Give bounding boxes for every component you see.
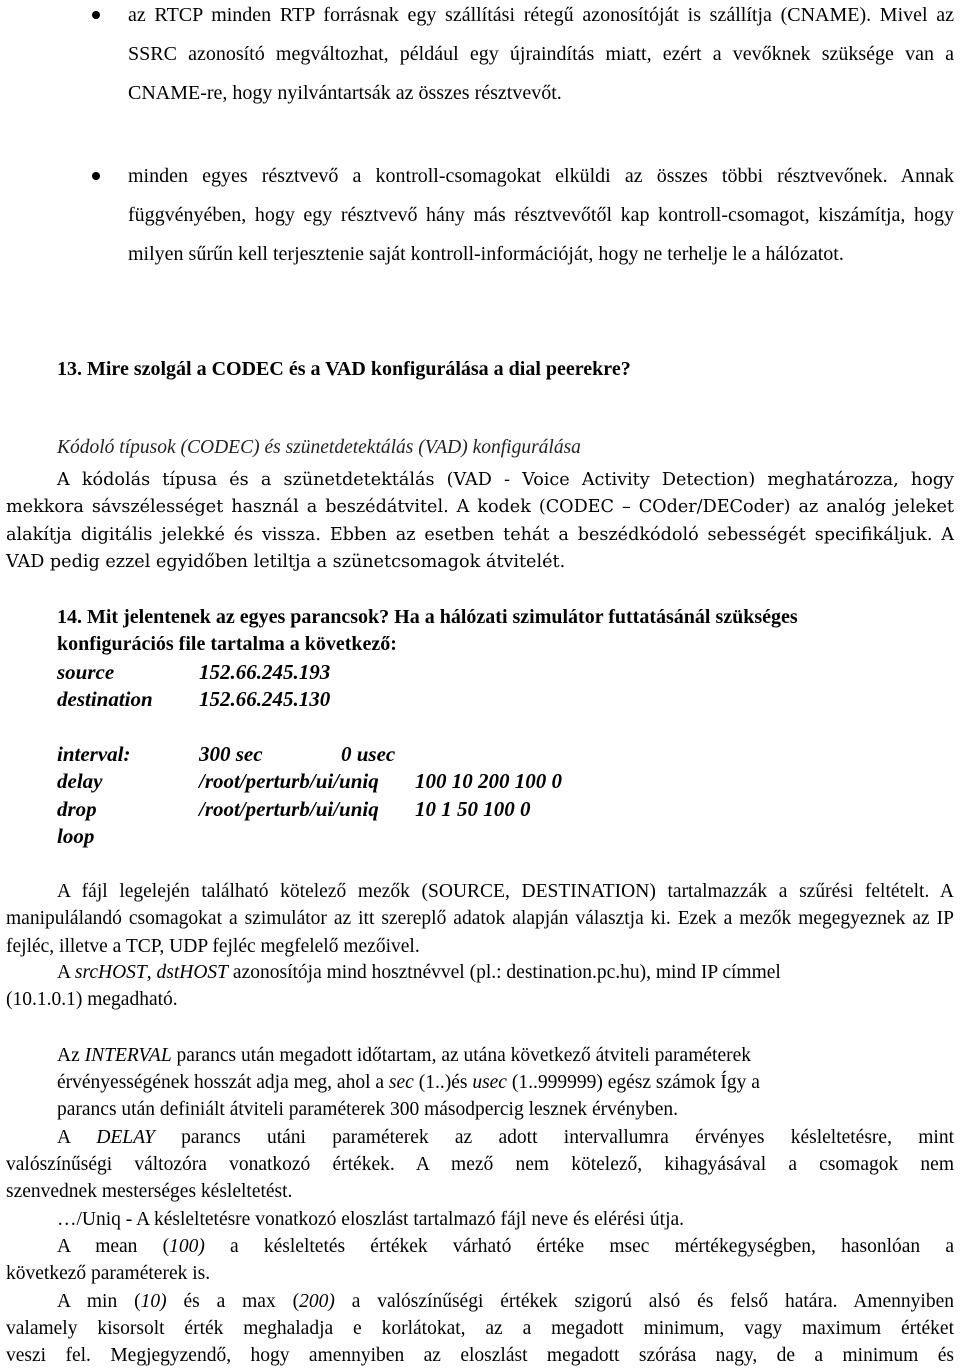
mean-line-2: következő paraméterek is. xyxy=(6,1263,211,1284)
host-line-2: (10.1.0.1) megadható. xyxy=(6,989,178,1010)
config-value: 152.66.245.130 xyxy=(199,687,331,711)
question-14-heading-line2: konfigurációs file tartalma a következő: xyxy=(57,633,397,655)
delay-line-1: A DELAY parancs utáni paraméterek az adott intervallumra érvényes késleltetésre, mint xyxy=(57,1127,954,1148)
srchost-keyword: srcHOST xyxy=(74,962,147,983)
fajl-paragraph: A fájl legelején található kötelező mezők (SOURCE, DESTINATION) tartalmazzák a szűrési feltételt. A manipulálandó csomagokat a szimulátor az itt szereplő adatok alapján választja ki. Ezek a mezők megegyeznek az IP fejléc, illetve a TCP, UDP fejléc megfelelő mezőivel. xyxy=(6,881,954,957)
config-row-interval xyxy=(57,741,395,768)
interval-line-2: érvényességének hosszát adja meg, ahol a sec (1..)és usec (1..999999) egész számok Így a xyxy=(57,1072,760,1093)
question-13-heading: 13. Mire szolgál a CODEC és a VAD konfigurálása a dial peerekre? xyxy=(57,358,631,380)
config-key: drop xyxy=(57,797,97,821)
mean-line-1: A mean (100) a késleltetés értékek várható értéke msec mértékegységben, hasonlóan a xyxy=(57,1236,954,1257)
interval-line-3: parancs után definiált átviteli paraméterek 300 másodpercig lesznek érvényben. xyxy=(57,1099,679,1120)
delay-line-3: szenvednek mesterséges késleltetést. xyxy=(6,1181,293,1202)
host-line-1: A srcHOST, dstHOST azonosítója mind hosztnévvel (pl.: destination.pc.hu), mind IP címmel xyxy=(57,962,781,983)
config-value: 300 sec xyxy=(199,742,263,766)
min-max-line-2: valamely kisorsolt érték meghaladja e korlátokat, az a megadott minimum, vagy maximum értéket xyxy=(6,1318,954,1339)
config-row-source xyxy=(57,659,330,686)
config-value: 152.66.245.193 xyxy=(199,660,331,684)
min-max-line-1: A min (10) és a max (200) a valószínűségi értékek szigorú alsó és felső határa. Amennyiben xyxy=(57,1291,955,1312)
delay-keyword: DELAY xyxy=(96,1127,155,1148)
config-key: destination xyxy=(57,687,153,711)
config-key: source xyxy=(57,660,115,684)
config-key: interval: xyxy=(57,742,131,766)
codec-vad-subtitle: Kódoló típusok (CODEC) és szünetdetektálás (VAD) konfigurálása xyxy=(57,437,581,458)
min-max-line-3: veszi fel. Megjegyzendő, hogy amennyiben az eloszlást megadott szórása nagy, de a minimum és xyxy=(6,1345,954,1366)
bullet-text: minden egyes résztvevő a kontroll-csomagokat elküldi az összes többi résztvevőnek. Annak függvényében, hogy egy résztvevő hány más résztvevőtől kap kontroll-csomagot, kiszámítja, hogy milyen sűrűn kell terjesztenie saját kontroll-információját, hogy ne terhelje le a hálózatot. xyxy=(128,165,954,265)
uniq-line: …/Uniq - A késleltetésre vonatkozó eloszlást tartalmazó fájl neve és elérési útja. xyxy=(57,1209,685,1230)
config-extra: 0 usec xyxy=(341,742,396,766)
bullet-item-cname xyxy=(128,0,954,113)
bullet-icon xyxy=(92,11,100,19)
codec-vad-paragraph: A kódolás típusa és a szünetdetektálás (VAD - Voice Activity Detection) meghatározza, hogy mekkora sávszélességet használ a beszédátvitel. A kodek (CODEC – COder/DECoder) az analóg jeleket alakítja digitális jelekké és vissza. Ebben az esetben tehát a beszédkódoló sebességét specifikáljuk. A VAD pedig ezzel egyidőben letiltja a szünetcsomagok átvitelét. xyxy=(6,470,954,572)
config-extra: 10 1 50 100 0 xyxy=(415,797,531,821)
delay-line-2: valószínűségi változóra vonatkozó értékek. A mező nem kötelező, kihagyásával a csomagok nem xyxy=(6,1154,954,1175)
config-row-destination xyxy=(57,686,330,713)
bullet-text: az RTCP minden RTP forrásnak egy szállítási rétegű azonosítóját is szállítja (CNAME). Mivel az SSRC azonosító megváltozhat, például egy újraindítás miatt, ezért a vevőknek szüksége van a CNAME-re, hogy nyilvántartsák az összes résztvevőt. xyxy=(128,4,954,104)
config-extra: 100 10 200 100 0 xyxy=(415,769,562,793)
config-value: /root/perturb/ui/uniq xyxy=(199,769,379,793)
config-row-loop xyxy=(57,823,94,850)
config-key: delay xyxy=(57,769,103,793)
config-key: loop xyxy=(57,824,95,848)
dsthost-keyword: dstHOST xyxy=(156,962,229,983)
bullet-item-control-packets xyxy=(128,157,954,274)
interval-line-1: Az INTERVAL parancs után megadott időtartam, az utána következő átviteli paraméterek xyxy=(57,1045,751,1066)
config-row-drop xyxy=(57,796,531,823)
config-value: /root/perturb/ui/uniq xyxy=(199,797,379,821)
config-row-delay xyxy=(57,768,562,795)
interval-keyword: INTERVAL xyxy=(84,1045,172,1066)
question-14-heading-line1: 14. Mit jelentenek az egyes parancsok? Ha a hálózati szimulátor futtatásánál szükséges xyxy=(57,606,798,628)
bullet-icon xyxy=(92,172,100,180)
